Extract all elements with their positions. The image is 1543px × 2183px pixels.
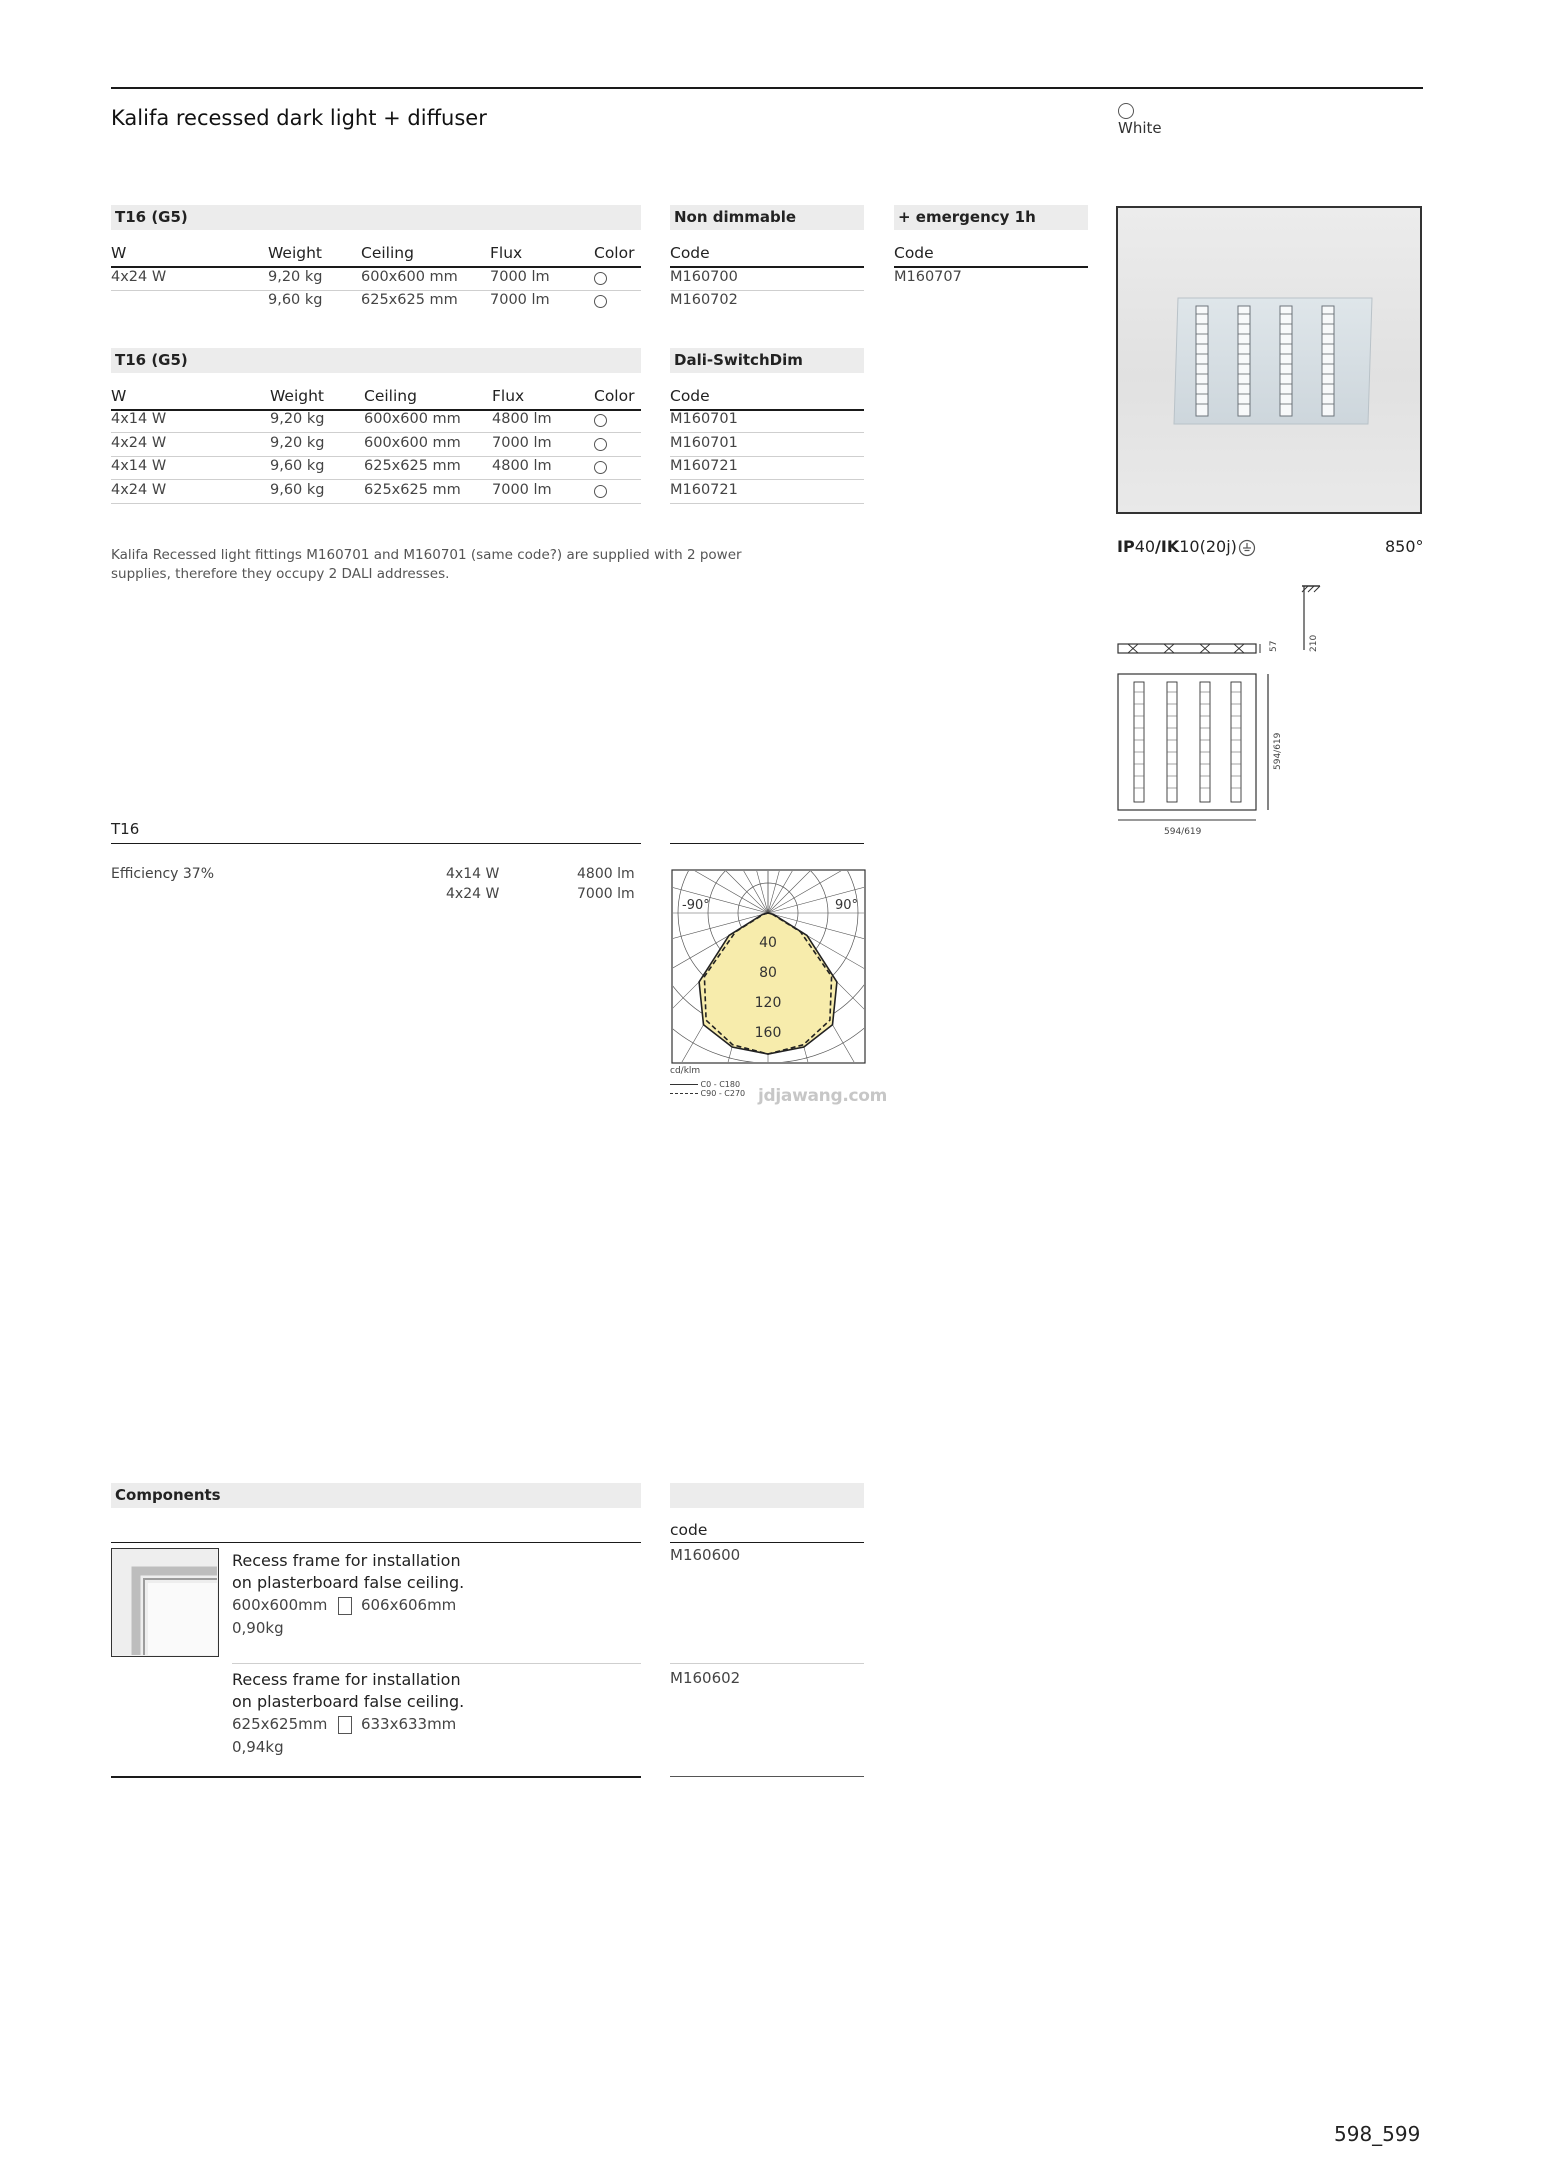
ik-label: /IK <box>1155 537 1180 556</box>
component-item <box>232 1550 464 1640</box>
component-size: 625x625mm <box>232 1715 328 1733</box>
col-w: W <box>111 387 127 405</box>
table-cell: 4x24 W <box>111 435 167 451</box>
component-cutout: 606x606mm <box>360 1596 457 1614</box>
component-desc-line2: on plasterboard false ceiling. <box>232 1573 465 1592</box>
table-cell: 4800 lm <box>492 458 552 474</box>
white-color-icon <box>594 461 607 474</box>
table-cell: 9,20 kg <box>270 411 325 427</box>
dim-bottom: 594/619 <box>1164 827 1202 837</box>
component-size: 600x600mm <box>232 1596 328 1614</box>
white-color-icon <box>594 414 607 427</box>
table-cell: 7000 lm <box>490 269 550 285</box>
col-emergency-code: Code <box>894 244 934 262</box>
table1-header: T16 (G5) <box>111 205 641 230</box>
table-cell: 7000 lm <box>492 435 552 451</box>
component-desc-line1: Recess frame for installation <box>232 1551 461 1570</box>
radial-tick-label: 80 <box>759 965 777 981</box>
row-divider <box>111 456 641 457</box>
table-cell: 9,20 kg <box>268 269 323 285</box>
row-divider <box>670 1663 864 1664</box>
table-cell: M160701 <box>670 435 738 451</box>
component-item <box>232 1669 464 1759</box>
dim-height-210: 210 <box>1309 634 1319 652</box>
components-bottom-rule <box>111 1776 641 1778</box>
table2-version-header: Dali-SwitchDim <box>670 348 864 373</box>
cutout-icon <box>338 1597 352 1615</box>
watermark: jdjawang.com <box>758 1086 888 1106</box>
lamp-flux-2: 7000 lm <box>577 886 635 902</box>
dim-height-57: 57 <box>1269 640 1279 652</box>
component-size-row <box>232 1713 464 1736</box>
col-code: Code <box>670 244 710 262</box>
components-bottom-rule-code <box>670 1776 864 1777</box>
table-cell: 7000 lm <box>490 292 550 308</box>
table-cell: 9,20 kg <box>270 435 325 451</box>
lamp-power-2: 4x24 W <box>446 886 500 902</box>
product-photo <box>1116 206 1422 514</box>
component-size-row <box>232 1594 464 1617</box>
table1-version-header: Non dimmable <box>670 205 864 230</box>
table-cell: 625x625 mm <box>361 292 458 308</box>
legend-solid-swatch <box>670 1084 698 1085</box>
glow-wire-temp: 850° <box>1385 537 1424 556</box>
component-desc-line2: on plasterboard false ceiling. <box>232 1692 465 1711</box>
top-rule <box>111 87 1423 89</box>
page-title: Kalifa recessed dark light + diffuser <box>111 106 487 130</box>
table-cell: 4x14 W <box>111 411 167 427</box>
ground-icon <box>1237 539 1257 557</box>
table-cell: M160721 <box>670 458 738 474</box>
lamp-power-1: 4x14 W <box>446 866 500 882</box>
row-divider <box>232 1663 641 1664</box>
table-cell: M160702 <box>670 292 738 308</box>
row-divider <box>111 479 641 480</box>
row-divider <box>111 432 641 433</box>
photometry-section-title: T16 <box>111 820 140 838</box>
component-code: M160600 <box>670 1546 741 1564</box>
col-code: Code <box>670 387 710 405</box>
cutout-icon <box>338 1716 352 1734</box>
legend-entry-c0 <box>670 1080 745 1089</box>
legend-label: C90 - C270 <box>700 1089 746 1098</box>
table-cell: M160721 <box>670 482 738 498</box>
angle-label-left: -90° <box>682 898 710 913</box>
table-cell: 625x625 mm <box>364 458 461 474</box>
table-cell: M160700 <box>670 269 738 285</box>
radial-tick-label: 120 <box>754 995 782 1011</box>
angle-label-right: 90° <box>834 898 858 913</box>
table-cell: 625x625 mm <box>364 482 461 498</box>
table-cell: 600x600 mm <box>364 435 461 451</box>
radial-tick-label: 40 <box>759 935 777 951</box>
row-divider <box>670 290 864 291</box>
components-header: Components <box>111 1483 641 1508</box>
row-divider <box>670 503 864 504</box>
luminaire-image <box>1118 208 1420 512</box>
photometry-rule-chart <box>670 843 864 844</box>
components-rule <box>111 1542 641 1543</box>
col-color: Color <box>594 244 635 262</box>
table-cell: 600x600 mm <box>364 411 461 427</box>
table-cell: 4x24 W <box>111 482 167 498</box>
components-rule-code <box>670 1542 864 1543</box>
page-number: 598_599 <box>1334 2122 1421 2146</box>
row-divider <box>111 290 641 291</box>
col-weight: Weight <box>268 244 323 262</box>
legend-entry-c90 <box>670 1089 745 1098</box>
table-cell: 4800 lm <box>492 411 552 427</box>
white-color-icon <box>594 295 607 308</box>
table1-emergency-header: + emergency 1h <box>894 205 1088 230</box>
table-cell: 7000 lm <box>492 482 552 498</box>
col-color: Color <box>594 387 635 405</box>
white-color-icon <box>594 272 607 285</box>
table-cell: M160701 <box>670 411 738 427</box>
component-weight: 0,94kg <box>232 1738 284 1756</box>
table-cell: 4x24 W <box>111 269 167 285</box>
table1-rule <box>111 266 641 268</box>
legend-dashed-swatch <box>670 1093 698 1094</box>
recess-frame-image <box>112 1549 217 1655</box>
color-label: White <box>1118 119 1162 137</box>
ip-ik-rating <box>1117 537 1237 556</box>
ip-label: IP <box>1117 537 1135 556</box>
row-divider <box>670 456 864 457</box>
white-color-icon <box>594 485 607 498</box>
chart-unit: cd/klm <box>670 1066 701 1076</box>
table1-rule-code <box>670 266 864 268</box>
col-flux: Flux <box>490 244 523 262</box>
components-code-header: code <box>670 1521 708 1539</box>
component-cutout: 633x633mm <box>360 1715 457 1733</box>
legend-label: C0 - C180 <box>700 1080 741 1089</box>
col-ceiling: Ceiling <box>361 244 414 262</box>
photometry-rule <box>111 843 641 844</box>
white-color-icon <box>594 438 607 451</box>
table-cell: M160707 <box>894 269 962 285</box>
technical-drawing <box>1112 580 1342 840</box>
ik-value: 10(20j) <box>1179 537 1237 556</box>
col-weight: Weight <box>270 387 325 405</box>
dim-side: 594/619 <box>1273 732 1283 770</box>
efficiency: Efficiency 37% <box>111 866 215 882</box>
table-cell: 600x600 mm <box>361 269 458 285</box>
table-cell: 9,60 kg <box>270 458 325 474</box>
table-cell: 9,60 kg <box>268 292 323 308</box>
chart-legend <box>670 1080 745 1098</box>
lamp-flux-1: 4800 lm <box>577 866 635 882</box>
component-desc-line1: Recess frame for installation <box>232 1670 461 1689</box>
row-divider <box>111 503 641 504</box>
col-w: W <box>111 244 127 262</box>
components-code-header-bar <box>670 1483 864 1508</box>
ip-value: 40 <box>1134 537 1156 556</box>
table1-rule-emergency <box>894 266 1088 268</box>
supply-note: Kalifa Recessed light fittings M160701 and M160701 (same code?) are supplied with 2 power supplies, therefore they occupy 2 DALI addresses. <box>111 547 742 582</box>
row-divider <box>670 432 864 433</box>
table-cell: 9,60 kg <box>270 482 325 498</box>
row-divider <box>670 479 864 480</box>
table-cell: 4x14 W <box>111 458 167 474</box>
component-weight: 0,90kg <box>232 1619 284 1637</box>
white-color-icon <box>1118 103 1134 119</box>
photometric-chart <box>670 868 868 1068</box>
recess-frame-photo <box>111 1548 219 1657</box>
component-code: M160602 <box>670 1669 741 1687</box>
radial-tick-label: 160 <box>754 1025 782 1041</box>
col-flux: Flux <box>492 387 525 405</box>
table2-header: T16 (G5) <box>111 348 641 373</box>
col-ceiling: Ceiling <box>364 387 417 405</box>
